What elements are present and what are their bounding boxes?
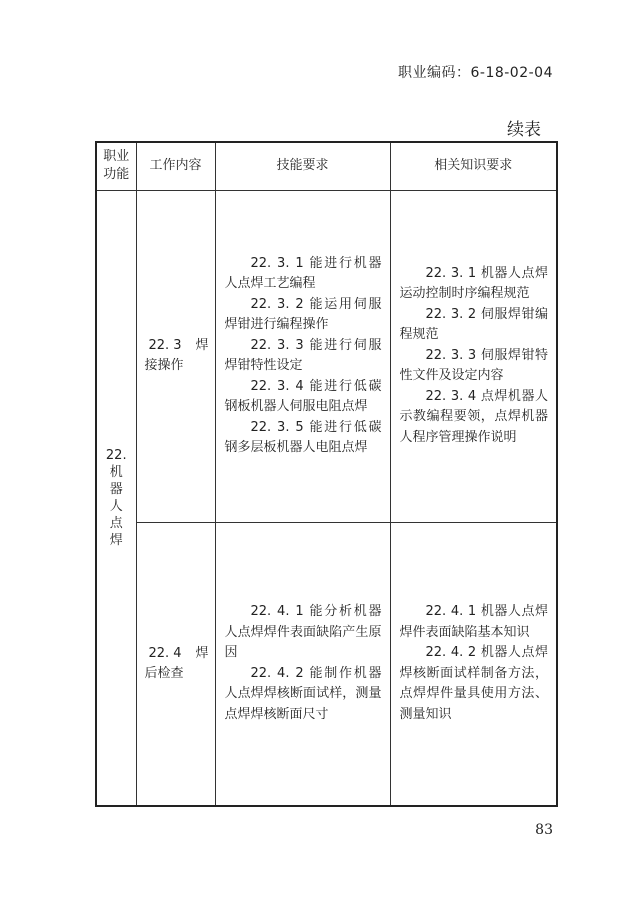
- skills-table: [95, 141, 558, 807]
- skill-item: 22. 3. 4 能进行低碳钢板机器人伺服电阻点焊: [224, 378, 382, 414]
- continued-label: 续表: [507, 120, 541, 140]
- function-number: 22.: [105, 447, 127, 463]
- knowledge-item: 22. 3. 3 伺服焊钳特性文件及设定内容: [399, 347, 548, 384]
- header-function-label: 职业功能: [103, 149, 130, 183]
- work-number: 22. 3: [148, 338, 182, 353]
- page-number: 83: [535, 822, 553, 838]
- skill-item: 22. 3. 1 能进行机器人点焊工艺编程: [224, 255, 382, 291]
- table-row: [96, 190, 557, 522]
- work-rest: 接操作: [144, 358, 184, 373]
- knowledge-item: 22. 3. 1 机器人点焊运动控制时序编程规范: [399, 265, 548, 302]
- knowledge-cell: [390, 190, 557, 522]
- header-knowledge-requirements: 相关知识要求: [390, 142, 557, 190]
- work-rest: 后检查: [144, 665, 184, 681]
- knowledge-item: 22. 3. 4 点焊机器人示教编程要领，点焊机器人程序管理操作说明: [399, 388, 548, 445]
- work-number: 22. 4: [148, 645, 182, 661]
- skill-item: 22. 4. 2 能制作机器人点焊焊核断面试样，测量点焊焊核断面尺寸: [224, 665, 382, 722]
- occupation-code: 职业编码：6-18-02-04: [397, 65, 553, 81]
- function-cell: [96, 190, 136, 806]
- work-first-char: 焊: [195, 338, 209, 353]
- work-content-cell: [136, 190, 215, 522]
- work-first-char: 焊: [195, 645, 209, 661]
- knowledge-cell: [390, 522, 557, 806]
- skill-item: 22. 4. 1 能分析机器人点焊焊件表面缺陷产生原因: [224, 604, 382, 661]
- work-content-cell: [136, 522, 215, 806]
- knowledge-item: 22. 4. 2 机器人点焊焊核断面试样制备方法，点焊焊件量具使用方法、测量知识: [399, 645, 548, 722]
- header-skill-requirements: 技能要求: [215, 142, 390, 190]
- skill-item: 22. 3. 2 能运用伺服焊钳进行编程操作: [224, 296, 382, 332]
- header-function: [96, 142, 136, 190]
- function-name: 机器人点焊: [109, 464, 123, 548]
- table-header-row: [96, 142, 557, 190]
- skill-item: 22. 3. 3 能进行伺服焊钳特性设定: [224, 337, 382, 373]
- table-row: [96, 522, 557, 806]
- knowledge-item: 22. 3. 2 伺服焊钳编程规范: [399, 306, 548, 343]
- skill-item: 22. 3. 5 能进行低碳钢多层板机器人电阻点焊: [224, 419, 382, 455]
- skills-cell: [215, 190, 390, 522]
- skills-cell: [215, 522, 390, 806]
- header-work-content: 工作内容: [136, 142, 215, 190]
- knowledge-item: 22. 4. 1 机器人点焊焊件表面缺陷基本知识: [399, 604, 548, 640]
